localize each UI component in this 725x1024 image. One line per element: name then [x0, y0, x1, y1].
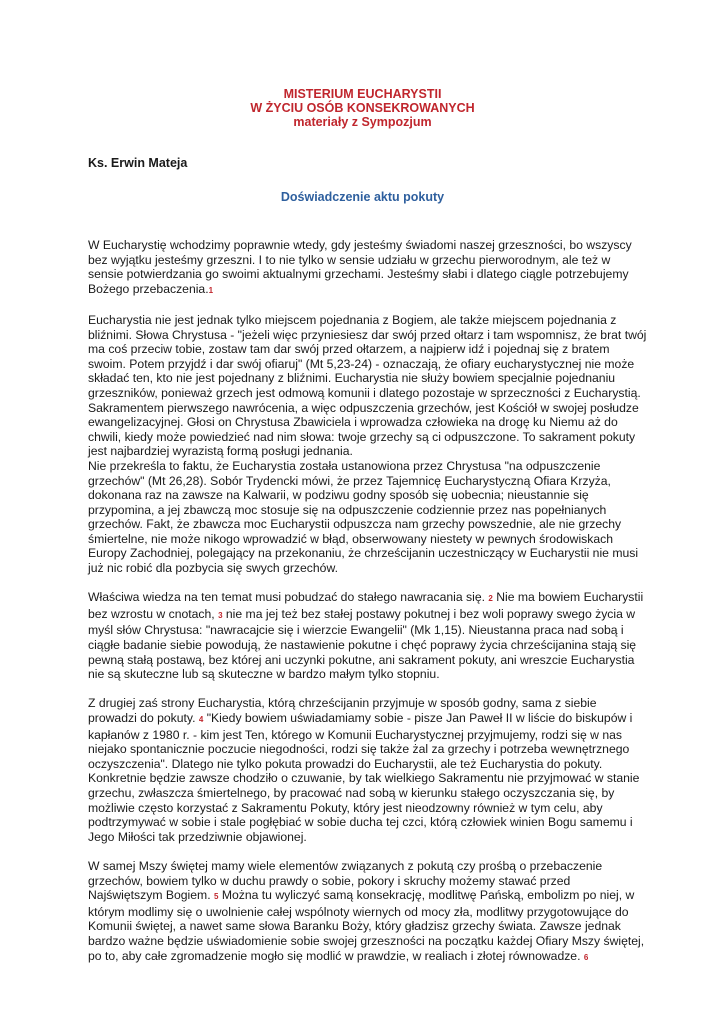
title-line-3: materiały z Sympozjum: [293, 115, 432, 129]
paragraph-text: Można tu wyliczyć samą konsekrację, modlitwę Pańską, embolizm po niej, w którym modlimy się o uwolnienie całej wspólnoty wiernych od mocy zła, modlitwy przygotowujące do Komunii świętej, a nawet same słowa Baranku Boży, który gładzisz grzechy świata. Zawsze jednak bardzo ważne będzie uświadomienie sobie swojej grzeszności na początku każdej Ofiary Mszy świętej, po to, aby całe zgromadzenie mogło się modlić w prawdzie, w realiach i złotej równowadze.: [88, 888, 645, 963]
footnote-ref-5[interactable]: 5: [213, 892, 219, 902]
paragraph-text: W Eucharystię wchodzimy poprawnie wtedy, gdy jesteśmy świadomi naszej grzeszności, bo wszyscy bez wyjątku jesteśmy grzeszni. I to nie tylko w sensie udziału w grzechu pierworodnym, ale też w sensie potwierdzania go swoimi aktualnymi grzechami. Jesteśmy słabi i dlatego ciągle potrzebujemy Bożego przebaczenia.: [88, 238, 632, 296]
footnote-ref-1[interactable]: 1: [208, 285, 214, 295]
footnote-ref-4[interactable]: 4: [198, 715, 204, 724]
paragraph-6: [88, 859, 648, 965]
paragraph-4: [88, 590, 648, 682]
paragraph-1: [88, 238, 648, 298]
footnote-ref-2[interactable]: 2: [488, 594, 493, 604]
paragraph-text: Z drugiej zaś strony Eucharystia, którą chrześcijanin przyjmuje w sposób godny, sama z siebie prowadzi do pokuty.: [88, 696, 597, 725]
paragraph-text: Właściwa wiedza na ten temat musi pobudzać do stałego nawracania się.: [88, 590, 489, 605]
title-line-1: MISTERIUM EUCHARYSTII: [283, 87, 442, 101]
footnote-ref-6[interactable]: 6: [583, 952, 589, 962]
document-body: [88, 238, 648, 980]
document-header: [0, 87, 725, 129]
paragraph-text: Nie przekreśla to faktu, że Eucharystia została ustanowiona przez Chrystusa "na odpuszczenie grzechów" (Mt 26,28). Sobór Trydencki mówi, że przez Tajemnicę Eucharystyczną Ofiara Krzyża, dokonana raz na zawsze na Kalwarii, w podziwu godny sposób się uobecnia; nieustannie się przypomina, a jej zbawczą moc stosuje się na odpuszczenie codziennie przez nas popełnianych grzechów. Fakt, że zbawcza moc Eucharystii odpuszcza nam grzechy powszednie, ale nie grzechy śmiertelne, nie może nikogo wprowadzić w błąd, obserwowany niestety w pewnych środowiskach Europy Zachodniej, polegający na przekonaniu, że chrześcijanin uczestniczący w Eucharystii nie musi już nic robić dla pozbycia się swych grzechów.: [88, 458, 639, 576]
paragraph-3: [88, 459, 648, 576]
paragraph-text: W samej Mszy świętej mamy wiele elementów związanych z pokutą czy prośbą o przebaczenie grzechów, bowiem tylko w duchu prawdy o sobie, pokory i skruchy możemy stawać przed Najświętszym Bogiem.: [88, 858, 603, 903]
paragraph-5: [88, 696, 648, 844]
paragraph-text: Eucharystia nie jest jednak tylko miejscem pojednania z Bogiem, ale także miejscem pojednania z bliźnimi. Słowa Chrystusa - "jeżeli więc przyniesiesz dar swój przed ołtarz i tam wspomnisz, że brat twój ma coś przeciw tobie, zostaw tam dar swój przed ołtarzem, a najpierw idź i pojednaj się z bratem swoim. Potem przyjdź i dar swój ofiaruj" (Mt 5,23-24) - oznaczają, że ofiary eucharystycznej nie może składać ten, kto nie jest pojednany z bliźnimi. Eucharystia nie służy bowiem specjalnie pojednaniu grzeszników, ponieważ grzech jest odmową komunii i dlatego pozostaje w sprzeczności z Eucharystią. Sakramentem pierwszego nawrócenia, a więc odpuszczenia grzechów, jest Kościół w swojej posłudze ewangelizacyjnej. Głosi on Chrystusa Zbawiciela i wprowadza człowieka na drogę ku Niemu aż do chwili, kiedy może powiedzieć nad nim słowa: twoje grzechy są ci odpuszczone. To sakrament pokuty jest najbardziej wyrazistą formą posługi jednania.: [88, 312, 647, 459]
paragraph-text: nie ma jej też bez stałej postawy pokutnej i bez woli poprawy swego życia w myśl słów Chrystusa: "nawracajcie się i wierzcie Ewangelii" (Mk 1,15). Nieustanna praca nad sobą i ciągłe badanie siebie powodują, że nastawienie pokutne i chęć poprawy życia chrześcijanina stają się pewną stałą postawą, bez której ani uczynki pokutne, ani sakrament pokuty, ani wreszcie Eucharystia nie są skuteczne lub są skuteczne w bardzo małym tylko stopniu.: [88, 606, 637, 682]
author-name: Ks. Erwin Mateja: [88, 156, 188, 170]
footnote-ref-3[interactable]: 3: [218, 610, 223, 620]
paragraph-text: "Kiedy bowiem uświadamiamy sobie - pisze Jan Paweł II w liście do biskupów i kapłanów z 1980 r. - kim jest Ten, którego w Komunii Eucharystycznej przyjmujemy, rodzi się w nas niejako spontanicznie poczucie niegodności, rodzi się także żal za grzechy i potrzeba wewnętrznego oczyszczenia". Dlatego nie tylko pokuta prowadzi do Eucharystii, ale też Eucharystia do pokuty. Konkretnie będzie zawsze chodziło o czuwanie, by tak wielkiego Sakramentu nie przyjmować w stanie grzechu, zwłaszcza śmiertelnego, by pracować nad sobą w kierunku stałego oczyszczania się, by możliwie często korzystać z Sakramentu Pokuty, który jest nieodzowny również w tym celu, aby podtrzymywać w sobie i stale pogłębiać w sobie ducha tej czci, którą człowiek winien Bogu samemu i Jego Miłości tak przedziwnie objawionej.: [88, 711, 640, 844]
title-line-2: W ŻYCIU OSÓB KONSEKROWANYCH: [250, 101, 475, 115]
section-subtitle: Doświadczenie aktu pokuty: [280, 190, 445, 204]
paragraph-text: Nie ma bowiem Eucharystii bez wzrostu w cnotach,: [88, 590, 644, 621]
paragraph-2: [88, 313, 648, 459]
